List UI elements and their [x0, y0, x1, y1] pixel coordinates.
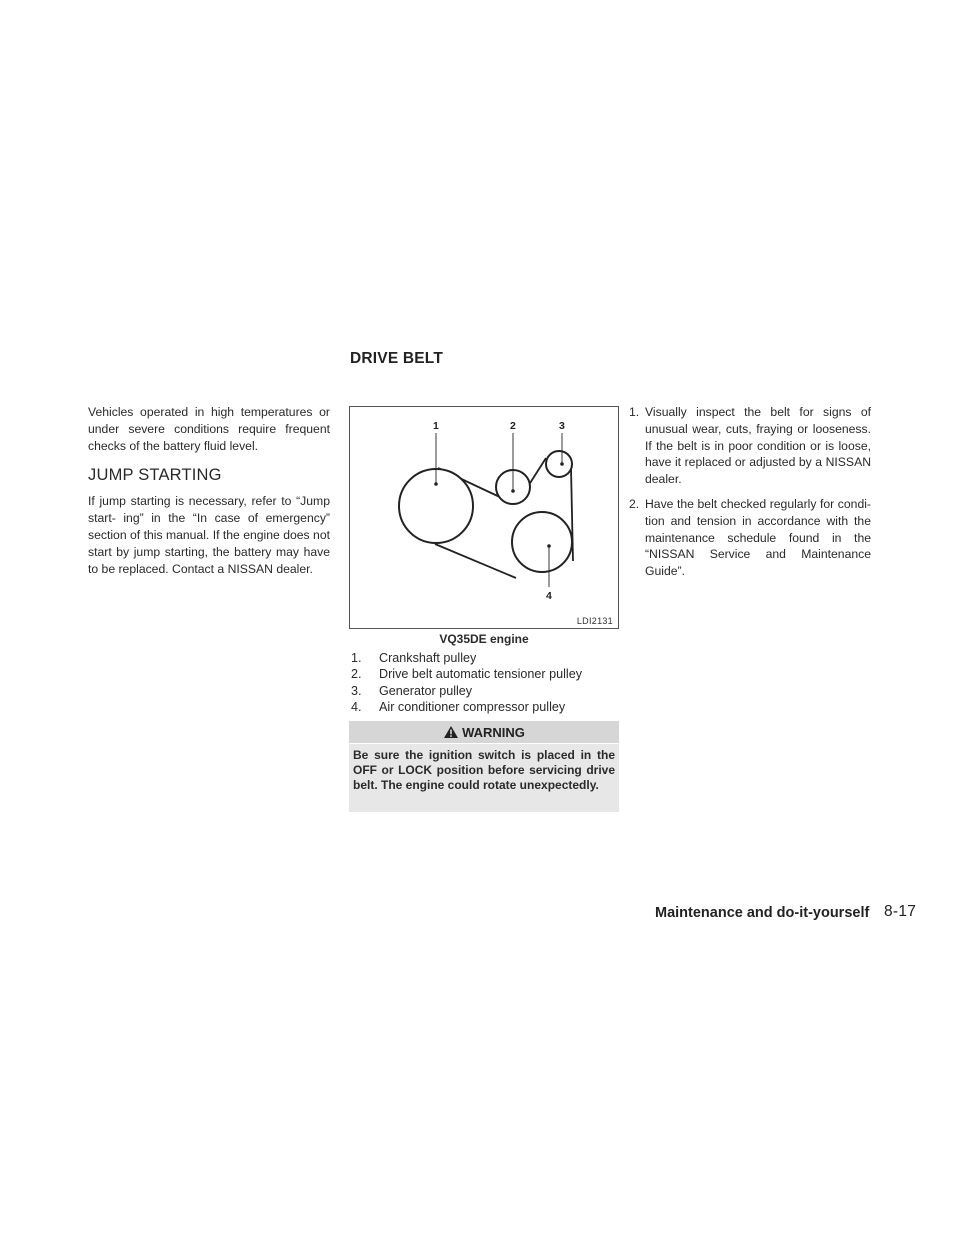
list-item: 2. Drive belt automatic tensioner pulley [351, 667, 583, 682]
left-column [88, 404, 330, 577]
warning-title: WARNING [462, 724, 525, 740]
warning-header [349, 721, 619, 743]
battery-intro-paragraph: Vehicles operated in high temperatures or under severe conditions require frequent checks of the battery fluid level. [88, 405, 330, 453]
list-item: 4. Air conditioner compressor pulley [351, 700, 566, 715]
callout-4: 4 [546, 590, 552, 602]
jump-starting-heading: JUMP STARTING [88, 466, 222, 485]
callout-1: 1 [433, 420, 439, 432]
pulley-list [351, 650, 619, 716]
belt-routing-illustration [350, 407, 618, 628]
callout-2: 2 [510, 420, 516, 432]
generator-pulley [546, 451, 572, 477]
figure-caption: VQ35DE engine [439, 632, 529, 646]
drive-belt-diagram [349, 406, 619, 629]
callout-3: 3 [559, 420, 565, 432]
figure-code: LDI2131 [576, 616, 613, 626]
compressor-pulley [512, 512, 572, 572]
footer-chapter-title: Maintenance and do-it-yourself [655, 905, 870, 921]
section-title: DRIVE BELT [350, 350, 443, 367]
list-item: 3. Generator pulley [351, 683, 473, 698]
list-item: 1. Visually inspect the belt for signs of unusual wear, cuts, fraying or looseness. If the belt is in poor condition or is loose, have it replaced or adjusted by a NISSAN dealer. [629, 405, 871, 487]
inspection-steps [629, 404, 871, 588]
list-item: 2. Have the belt checked regularly for condi- tion and tension in accordance with the maintenance schedule found in the “NISSAN Service and Maintenance Guide”. [629, 496, 871, 579]
page-number: 8-17 [884, 903, 917, 920]
jump-starting-paragraph: If jump starting is necessary, refer to “Jump start- ing” in the “In case of emergency” section of this manual. If the engine does not start by jump starting, the battery may have to be replaced. Contact a NISSAN dealer. [88, 494, 330, 576]
warning-text: Be sure the ignition switch is placed in the OFF or LOCK position before servicing drive belt. The engine could rotate unexpectedly. [349, 744, 619, 812]
list-item: 1. Crankshaft pulley [351, 651, 477, 665]
warning-triangle-icon [443, 725, 459, 739]
